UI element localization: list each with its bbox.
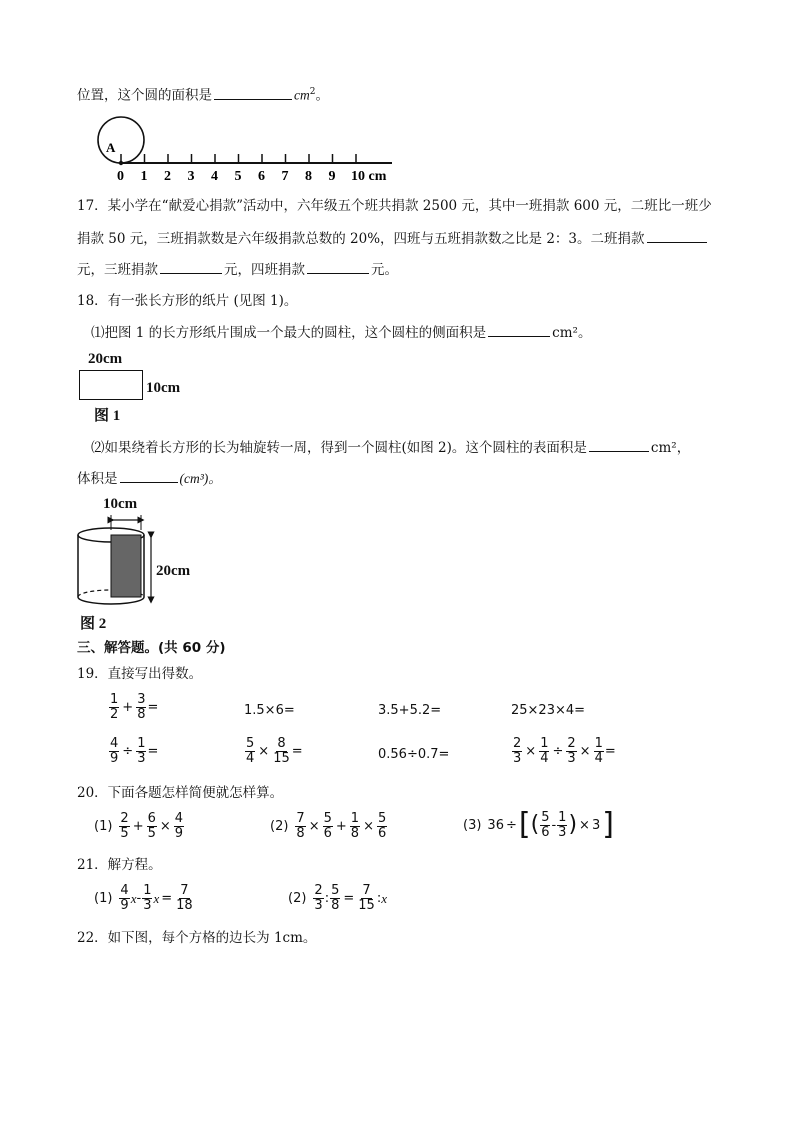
ruler-tick-label: 1 bbox=[140, 169, 148, 184]
q17-blank-class2[interactable] bbox=[647, 228, 707, 243]
ruler-tick-label: 6 bbox=[258, 169, 265, 184]
q19-r1-d: 25×23×4= bbox=[511, 703, 586, 718]
fig2-caption: 图 2 bbox=[80, 616, 107, 632]
q17-line3: 元，三班捐款 元，四班捐款 元。 bbox=[77, 259, 398, 280]
q19-r1-c: 3.5+5.2= bbox=[378, 703, 442, 718]
q18-blank-lateral-area[interactable] bbox=[488, 322, 550, 337]
q17-line2: 捐款 50 元，三班捐款数是六年级捐款总数的 20%，四班与五班捐款数之比是 2：3。二班捐款 bbox=[77, 228, 709, 249]
q19-r2-c: 0.56÷0.7= bbox=[378, 747, 450, 762]
section3-heading: 三、解答题。(共 60 分) bbox=[77, 640, 226, 656]
q17-line1: 17．某小学在“献爱心捐款”活动中，六年级五个班共捐款 2500 元，其中一班捐款 600 元，二班比一班少 bbox=[77, 198, 712, 214]
fig1-caption: 图 1 bbox=[94, 408, 121, 424]
q18-blank-surface-area[interactable] bbox=[589, 437, 649, 452]
fig2-cylinder bbox=[72, 510, 202, 610]
q22-title: 22．如下图，每个方格的边长为 1cm。 bbox=[77, 930, 317, 946]
ruler-tick-label: 10 cm bbox=[351, 169, 387, 184]
q21-eq1: (1) $\frac{4}{9}$ x - $\frac{1}{3}$ x = $\frac{7}{18}$ bbox=[94, 883, 193, 913]
q18-blank-volume[interactable] bbox=[120, 468, 178, 483]
q16-unit: cm bbox=[294, 87, 310, 103]
ruler-tick-label: 7 bbox=[281, 169, 289, 184]
ruler-tick-label: 2 bbox=[164, 169, 171, 184]
q18-part2: ⑵如果绕着长方形的长为轴旋转一周，得到一个圆柱(如图 2)。这个圆柱的表面积是 cm²， bbox=[91, 437, 690, 458]
ruler-tick-label: 3 bbox=[187, 169, 195, 184]
ruler-tick-label: 9 bbox=[328, 169, 336, 184]
q20-expr1: (1) $\frac{2}{5}$ + $\frac{6}{5}$ × $\frac{4}{9}$ bbox=[94, 811, 184, 841]
q17-blank-class4[interactable] bbox=[307, 259, 369, 274]
q16-unit-exp: 2 bbox=[309, 87, 316, 97]
fig1-height-label: 10cm bbox=[146, 380, 181, 396]
fig2-height-label: 20cm bbox=[156, 563, 191, 579]
q18-part1: ⑴把图 1 的长方形纸片围成一个最大的圆柱，这个圆柱的侧面积是 cm²。 bbox=[91, 322, 591, 343]
fig2-width-label: 10cm bbox=[103, 496, 138, 512]
q19-title: 19．直接写出得数。 bbox=[77, 666, 203, 682]
q21-eq2: (2) $\frac{2}{3}$ : $\frac{5}{8}$ = $\frac{7}{15}$ : x bbox=[288, 883, 387, 913]
q20-title: 20．下面各题怎样简便就怎样算。 bbox=[77, 785, 284, 801]
fig1-rectangle bbox=[79, 370, 143, 400]
q18-title: 18．有一张长方形的纸片 (见图 1)。 bbox=[77, 293, 298, 309]
q19-r2-b: $\frac{5}{4}$ × $\frac{8}{15}$ = bbox=[246, 736, 303, 766]
q21-title: 21．解方程。 bbox=[77, 857, 162, 873]
ruler-tick-label: 4 bbox=[211, 169, 218, 184]
ruler-tick-label: 8 bbox=[305, 169, 312, 184]
q19-r2-a: $\frac{4}{9}$ ÷ $\frac{1}{3}$ = bbox=[110, 736, 159, 766]
rotated-rectangle bbox=[111, 535, 141, 597]
q17-blank-class3[interactable] bbox=[160, 259, 222, 274]
q16-answer-blank[interactable] bbox=[214, 85, 292, 100]
q20-expr3: (3) 36 ÷ [ ( $\frac{5}{6}$ - $\frac{1}{3}$ ) × 3 ] bbox=[463, 807, 614, 842]
q19-r2-d: $\frac{2}{3}$ × $\frac{1}{4}$ ÷ $\frac{2}{3}$ × $\frac{1}{4}$ = bbox=[513, 736, 616, 766]
point-a-label: A bbox=[106, 140, 116, 155]
q20-expr2: (2) $\frac{7}{8}$ × $\frac{5}{6}$ + $\frac{1}{8}$ × $\frac{5}{6}$ bbox=[270, 811, 387, 841]
q18-part3: 体积是 (cm³)。 bbox=[77, 468, 222, 489]
q19-r1-a: $\frac{1}{2}$ + $\frac{3}{8}$ = bbox=[110, 692, 159, 722]
ruler-tick-label: 5 bbox=[234, 169, 242, 184]
ruler-figure bbox=[92, 112, 397, 184]
q19-r1-b: 1.5×6= bbox=[244, 703, 295, 718]
q16-text: 位置，这个圆的面积是 bbox=[77, 87, 212, 104]
q16-line: 位置，这个圆的面积是 $cm^2$。 bbox=[77, 82, 329, 106]
fig1-width-label: 20cm bbox=[88, 351, 123, 367]
ruler-tick-label: 0 bbox=[117, 169, 124, 184]
